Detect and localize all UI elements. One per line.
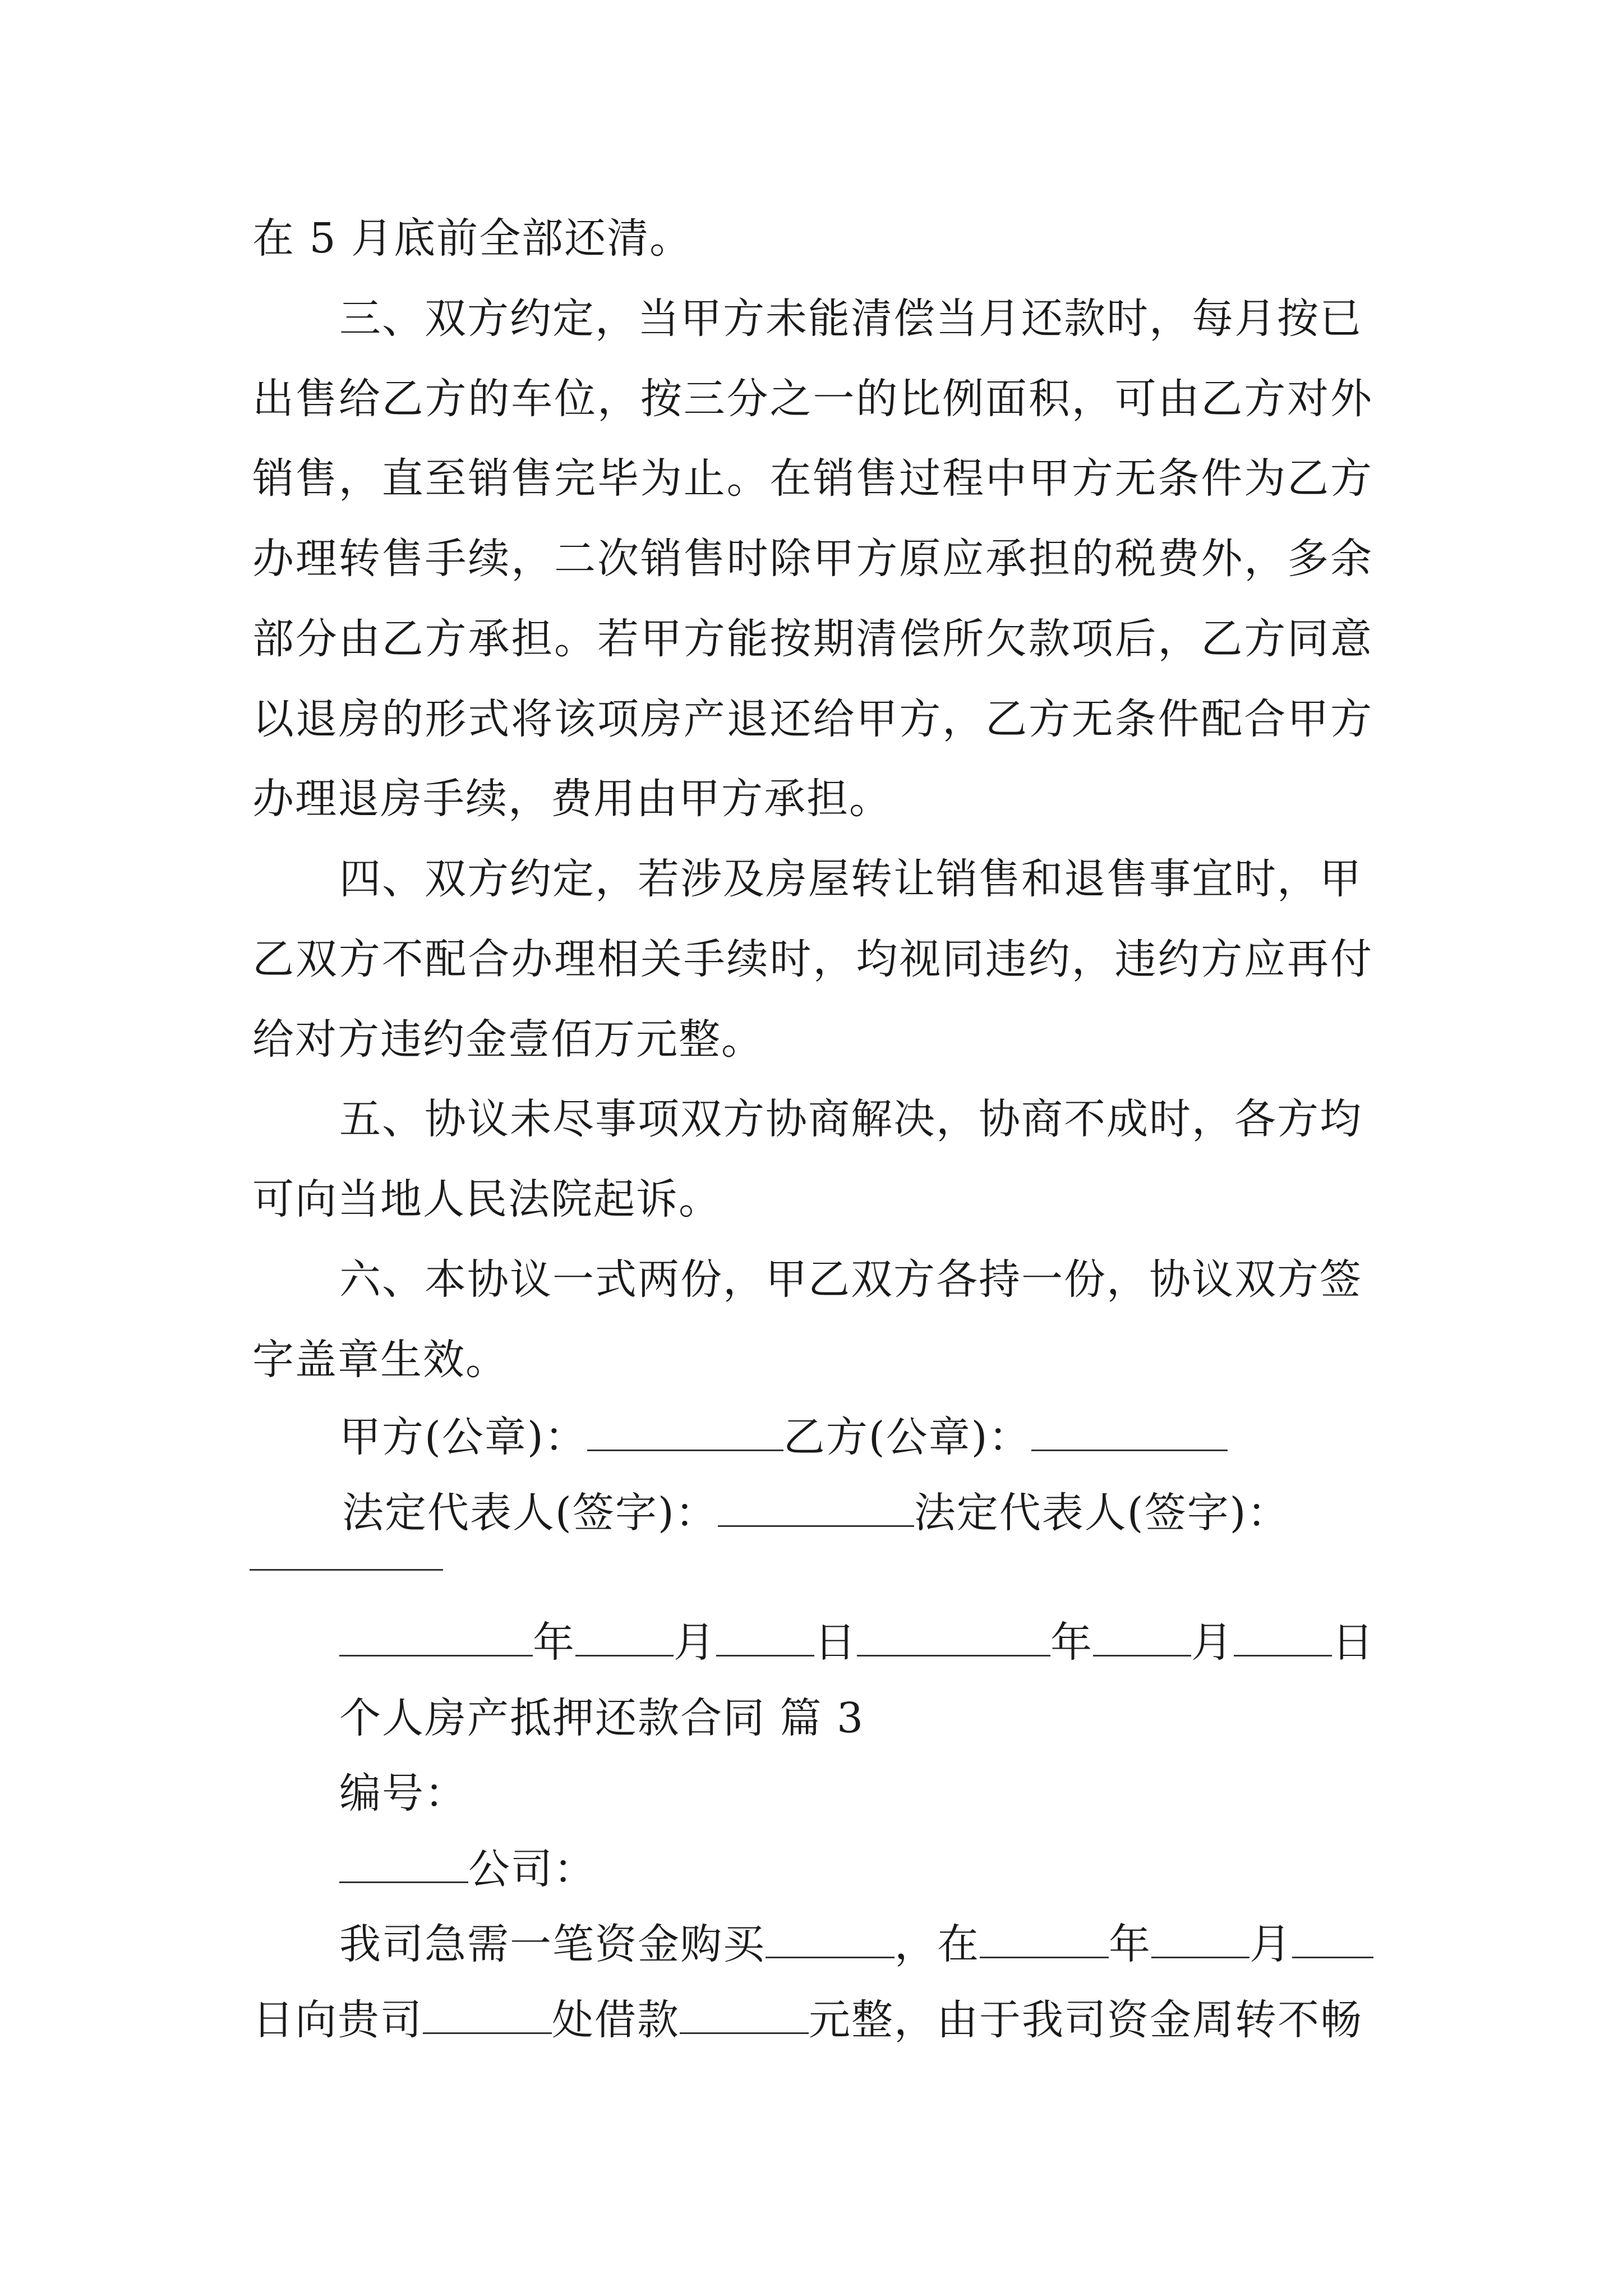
body-text: 月 <box>1249 1920 1292 1968</box>
text-line: 字盖章生效。 <box>252 1336 508 1384</box>
text-line: 办理转售手续，二次销售时除甲方原应承担的税费外，多余 <box>252 535 1373 583</box>
body-text: 年 <box>1109 1920 1151 1968</box>
day-blank-a <box>716 1619 814 1657</box>
legal-rep-a-label: 法定代表人(签字)： <box>342 1489 718 1537</box>
day-blank-b <box>1234 1619 1332 1657</box>
text-line: 可向当地人民法院起诉。 <box>252 1175 721 1223</box>
body-text: 日向贵司 <box>252 1996 423 2044</box>
seal-line <box>339 1409 1228 1465</box>
body-text: ，在 <box>895 1920 980 1968</box>
text-line: 四、双方约定，若涉及房屋转让销售和退售事宜时，甲 <box>339 855 1362 903</box>
text-line: 出售给乙方的车位，按三分之一的比例面积，可由乙方对外 <box>252 375 1373 423</box>
department-blank <box>423 1996 552 2034</box>
text-line: 五、协议未尽事项双方协商解决，协商不成时，各方均 <box>339 1095 1362 1143</box>
year-blank <box>980 1921 1109 1958</box>
year-blank-a <box>339 1619 533 1657</box>
amount-blank <box>680 1996 809 2034</box>
number-label: 编号： <box>339 1769 467 1818</box>
body-text: 元整，由于我司资金周转不畅 <box>809 1996 1363 2044</box>
text-line: 在 5 月底前全部还清。 <box>252 214 693 263</box>
text-line: 给对方违约金壹佰万元整。 <box>252 1015 764 1064</box>
legal-rep-b-label: 法定代表人(签字)： <box>914 1489 1290 1537</box>
company-line <box>339 1841 596 1897</box>
purchase-blank <box>766 1921 895 1958</box>
legal-rep-b-blank <box>250 1569 443 1571</box>
legal-rep-a-blank <box>718 1489 914 1527</box>
day-label-a: 日 <box>814 1618 857 1667</box>
text-line: 办理退房手续，费用由甲方承担。 <box>252 775 892 823</box>
date-line <box>339 1614 1375 1671</box>
year-label-a: 年 <box>533 1618 575 1667</box>
party-b-seal-blank <box>1031 1414 1228 1451</box>
text-line: 六、本协议一式两份，甲乙双方各持一份，协议双方签 <box>339 1255 1362 1304</box>
party-a-seal-blank <box>587 1414 783 1451</box>
text-line: 部分由乙方承担。若甲方能按期清偿所欠款项后，乙方同意 <box>252 615 1373 663</box>
text-line: 乙双方不配合办理相关手续时，均视同违约，违约方应再付 <box>252 935 1373 983</box>
day-blank <box>1292 1921 1373 1958</box>
text-line: 销售，直至销售完毕为止。在销售过程中甲方无条件为乙方 <box>252 454 1373 503</box>
text-line: 三、双方约定，当甲方未能清偿当月还款时，每月按已 <box>339 295 1362 343</box>
month-label-a: 月 <box>674 1618 716 1667</box>
year-label-b: 年 <box>1050 1618 1093 1667</box>
year-blank-b <box>857 1619 1050 1657</box>
company-blank <box>339 1846 468 1883</box>
body-line <box>252 1992 1363 2048</box>
body-line <box>339 1916 1373 1972</box>
month-blank-b <box>1093 1619 1191 1657</box>
day-label-b: 日 <box>1332 1618 1375 1667</box>
month-blank <box>1151 1921 1249 1958</box>
body-text: 我司急需一笔资金购买 <box>339 1920 766 1968</box>
legal-rep-line <box>342 1485 1290 1541</box>
month-blank-a <box>575 1619 674 1657</box>
party-a-seal-label: 甲方(公章)： <box>339 1413 587 1461</box>
section-title: 个人房产抵押还款合同 篇 3 <box>339 1694 865 1742</box>
company-suffix: 公司： <box>468 1845 596 1893</box>
text-line: 以退房的形式将该项房产退还给甲方，乙方无条件配合甲方 <box>252 695 1373 743</box>
party-b-seal-label: 乙方(公章)： <box>783 1413 1031 1461</box>
body-text: 处借款 <box>552 1996 680 2044</box>
month-label-b: 月 <box>1191 1618 1234 1667</box>
